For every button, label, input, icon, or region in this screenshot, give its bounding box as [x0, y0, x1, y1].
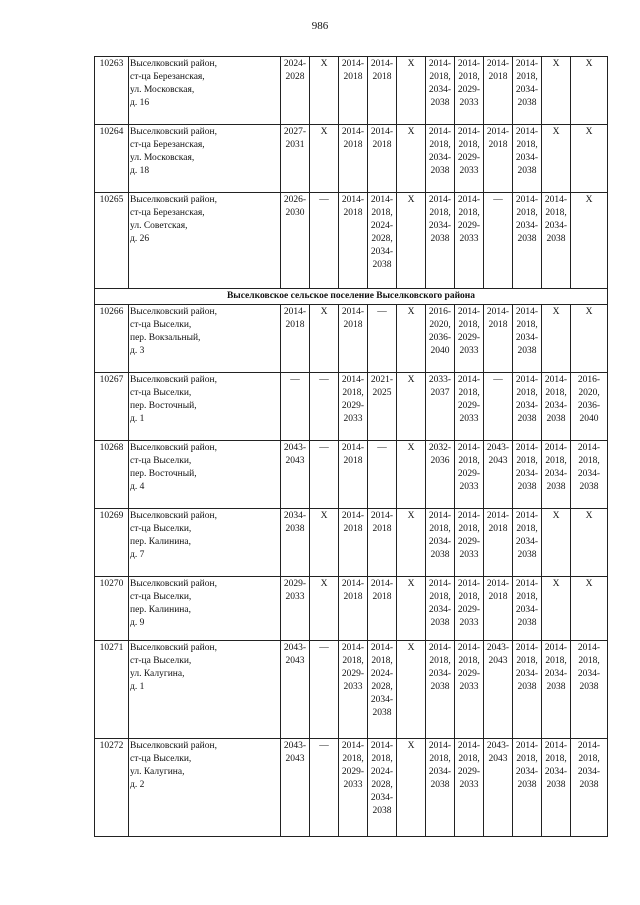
- period-cell: 2014- 2018, 2034- 2038: [542, 641, 571, 739]
- period-cell: Х: [542, 509, 571, 577]
- period-cell: 2014- 2018, 2034- 2038: [513, 441, 542, 509]
- period-cell: 2014- 2018, 2029- 2033: [455, 57, 484, 125]
- period-cell: Х: [542, 305, 571, 373]
- period-cell: 2014- 2018, 2034- 2038: [426, 577, 455, 641]
- period-cell: 2029- 2033: [281, 577, 310, 641]
- period-cell: Х: [571, 125, 608, 193]
- period-cell: 2014- 2018: [368, 57, 397, 125]
- period-cell: —: [484, 373, 513, 441]
- period-cell: Х: [542, 577, 571, 641]
- period-cell: 2014- 2018, 2034- 2038: [426, 641, 455, 739]
- period-cell: 2014- 2018, 2034- 2038: [513, 509, 542, 577]
- address-cell: Выселковский район, ст-ца Выселки, пер. Калинина, д. 9: [129, 577, 281, 641]
- period-cell: 2033- 2037: [426, 373, 455, 441]
- period-cell: 2014- 2018, 2029- 2033: [455, 125, 484, 193]
- period-cell: Х: [571, 305, 608, 373]
- period-cell: 2014- 2018: [368, 125, 397, 193]
- record-number: 10271: [95, 641, 129, 739]
- period-cell: 2043- 2043: [484, 441, 513, 509]
- period-cell: Х: [397, 577, 426, 641]
- table-row: [95, 739, 608, 837]
- record-number: 10264: [95, 125, 129, 193]
- period-cell: —: [310, 373, 339, 441]
- period-cell: 2014- 2018, 2029- 2033: [455, 305, 484, 373]
- period-cell: 2014- 2018: [484, 305, 513, 373]
- period-cell: —: [310, 739, 339, 837]
- period-cell: 2014- 2018, 2024- 2028, 2034- 2038: [368, 739, 397, 837]
- period-cell: 2014- 2018: [339, 57, 368, 125]
- period-cell: 2014- 2018: [484, 577, 513, 641]
- period-cell: 2014- 2018, 2034- 2038: [426, 193, 455, 289]
- period-cell: Х: [397, 641, 426, 739]
- period-cell: 2043- 2043: [484, 739, 513, 837]
- period-cell: 2014- 2018, 2029- 2033: [339, 641, 368, 739]
- period-cell: 2014- 2018: [339, 577, 368, 641]
- period-cell: 2016- 2020, 2036- 2040: [571, 373, 608, 441]
- record-number: 10267: [95, 373, 129, 441]
- period-cell: 2014- 2018, 2029- 2033: [455, 441, 484, 509]
- period-cell: Х: [571, 577, 608, 641]
- period-cell: Х: [542, 57, 571, 125]
- table-row: [95, 305, 608, 373]
- period-cell: —: [310, 193, 339, 289]
- address-cell: Выселковский район, ст-ца Выселки, пер. Восточный, д. 1: [129, 373, 281, 441]
- period-cell: 2014- 2018: [339, 193, 368, 289]
- table-row: [95, 441, 608, 509]
- record-number: 10265: [95, 193, 129, 289]
- table-row: [95, 641, 608, 739]
- section-header-row: [95, 289, 608, 305]
- period-cell: 2014- 2018, 2034- 2038: [513, 577, 542, 641]
- record-number: 10270: [95, 577, 129, 641]
- period-cell: 2014- 2018: [484, 57, 513, 125]
- period-cell: 2014- 2018: [368, 577, 397, 641]
- period-cell: —: [310, 441, 339, 509]
- register-table: [94, 56, 608, 837]
- record-number: 10268: [95, 441, 129, 509]
- period-cell: 2014- 2018: [484, 509, 513, 577]
- period-cell: 2014- 2018, 2034- 2038: [542, 193, 571, 289]
- period-cell: 2014- 2018, 2029- 2033: [455, 577, 484, 641]
- period-cell: 2014- 2018, 2034- 2038: [513, 57, 542, 125]
- address-cell: Выселковский район, ст-ца Выселки, ул. Калугина, д. 1: [129, 641, 281, 739]
- period-cell: Х: [310, 305, 339, 373]
- period-cell: Х: [397, 193, 426, 289]
- period-cell: 2043- 2043: [281, 441, 310, 509]
- period-cell: 2014- 2018, 2034- 2038: [571, 739, 608, 837]
- period-cell: 2014- 2018, 2029- 2033: [455, 193, 484, 289]
- table-row: [95, 373, 608, 441]
- period-cell: Х: [310, 125, 339, 193]
- period-cell: —: [281, 373, 310, 441]
- period-cell: 2043- 2043: [484, 641, 513, 739]
- period-cell: 2021- 2025: [368, 373, 397, 441]
- period-cell: 2014- 2018, 2034- 2038: [571, 441, 608, 509]
- table-row: [95, 125, 608, 193]
- period-cell: Х: [571, 193, 608, 289]
- period-cell: Х: [397, 441, 426, 509]
- table-row: [95, 509, 608, 577]
- period-cell: 2014- 2018, 2034- 2038: [542, 739, 571, 837]
- address-cell: Выселковский район, ст-ца Выселки, пер. Восточный, д. 4: [129, 441, 281, 509]
- table-row: [95, 57, 608, 125]
- period-cell: 2014- 2018, 2034- 2038: [513, 193, 542, 289]
- period-cell: —: [484, 193, 513, 289]
- period-cell: Х: [310, 57, 339, 125]
- period-cell: —: [368, 441, 397, 509]
- record-number: 10272: [95, 739, 129, 837]
- period-cell: Х: [542, 125, 571, 193]
- period-cell: —: [368, 305, 397, 373]
- period-cell: 2014- 2018, 2034- 2038: [513, 125, 542, 193]
- period-cell: 2043- 2043: [281, 739, 310, 837]
- period-cell: 2014- 2018, 2034- 2038: [426, 57, 455, 125]
- period-cell: 2027- 2031: [281, 125, 310, 193]
- record-number: 10266: [95, 305, 129, 373]
- period-cell: 2014- 2018, 2034- 2038: [513, 305, 542, 373]
- period-cell: 2014- 2018: [339, 441, 368, 509]
- period-cell: Х: [397, 57, 426, 125]
- page-number: 986: [311, 20, 329, 32]
- period-cell: 2043- 2043: [281, 641, 310, 739]
- period-cell: Х: [397, 739, 426, 837]
- period-cell: 2014- 2018, 2034- 2038: [513, 373, 542, 441]
- period-cell: 2014- 2018, 2024- 2028, 2034- 2038: [368, 641, 397, 739]
- period-cell: 2014- 2018, 2024- 2028, 2034- 2038: [368, 193, 397, 289]
- period-cell: 2016- 2020, 2036- 2040: [426, 305, 455, 373]
- period-cell: 2014- 2018: [339, 305, 368, 373]
- period-cell: Х: [310, 577, 339, 641]
- period-cell: Х: [397, 373, 426, 441]
- period-cell: 2026- 2030: [281, 193, 310, 289]
- address-cell: Выселковский район, ст-ца Березанская, ул. Советская, д. 26: [129, 193, 281, 289]
- period-cell: Х: [397, 125, 426, 193]
- period-cell: Х: [397, 509, 426, 577]
- table-row: [95, 193, 608, 289]
- period-cell: 2014- 2018, 2034- 2038: [426, 125, 455, 193]
- period-cell: 2014- 2018, 2029- 2033: [455, 509, 484, 577]
- period-cell: 2014- 2018, 2034- 2038: [513, 641, 542, 739]
- period-cell: Х: [571, 57, 608, 125]
- period-cell: 2014- 2018, 2029- 2033: [455, 373, 484, 441]
- period-cell: Х: [310, 509, 339, 577]
- period-cell: 2014- 2018, 2034- 2038: [426, 509, 455, 577]
- address-cell: Выселковский район, ст-ца Березанская, ул. Московская, д. 18: [129, 125, 281, 193]
- address-cell: Выселковский район, ст-ца Выселки, ул. Калугина, д. 2: [129, 739, 281, 837]
- period-cell: 2014- 2018, 2034- 2038: [513, 739, 542, 837]
- table-body: [95, 57, 608, 837]
- record-number: 10263: [95, 57, 129, 125]
- period-cell: 2014- 2018: [484, 125, 513, 193]
- period-cell: 2024- 2028: [281, 57, 310, 125]
- period-cell: 2014- 2018: [368, 509, 397, 577]
- period-cell: 2014- 2018: [339, 125, 368, 193]
- period-cell: 2014- 2018: [339, 509, 368, 577]
- period-cell: 2032- 2036: [426, 441, 455, 509]
- period-cell: 2014- 2018, 2029- 2033: [339, 373, 368, 441]
- period-cell: 2014- 2018, 2029- 2033: [455, 739, 484, 837]
- period-cell: Х: [397, 305, 426, 373]
- period-cell: Х: [571, 509, 608, 577]
- period-cell: 2014- 2018, 2029- 2033: [339, 739, 368, 837]
- address-cell: Выселковский район, ст-ца Выселки, пер. Вокзальный, д. 3: [129, 305, 281, 373]
- address-cell: Выселковский район, ст-ца Выселки, пер. Калинина, д. 7: [129, 509, 281, 577]
- section-title: Выселковское сельское поселение Выселковского района: [95, 289, 608, 305]
- period-cell: 2014- 2018, 2034- 2038: [571, 641, 608, 739]
- period-cell: 2014- 2018, 2034- 2038: [542, 373, 571, 441]
- period-cell: 2014- 2018, 2034- 2038: [426, 739, 455, 837]
- table-row: [95, 577, 608, 641]
- record-number: 10269: [95, 509, 129, 577]
- period-cell: —: [310, 641, 339, 739]
- period-cell: 2014- 2018, 2034- 2038: [542, 441, 571, 509]
- period-cell: 2014- 2018, 2029- 2033: [455, 641, 484, 739]
- period-cell: 2014- 2018: [281, 305, 310, 373]
- address-cell: Выселковский район, ст-ца Березанская, ул. Московская, д. 16: [129, 57, 281, 125]
- period-cell: 2034- 2038: [281, 509, 310, 577]
